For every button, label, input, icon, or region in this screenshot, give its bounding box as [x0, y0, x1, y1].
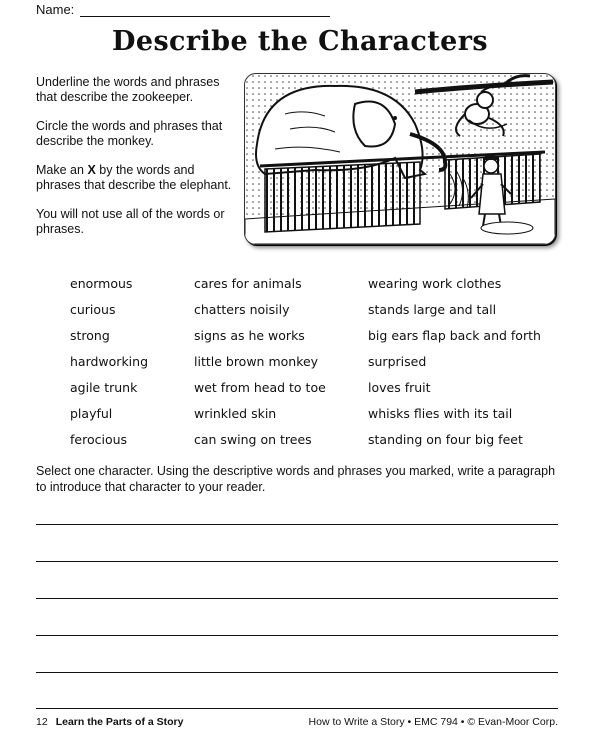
word-item[interactable]: ferocious — [70, 431, 128, 447]
page-title: Describe the Characters — [112, 26, 488, 57]
word-item[interactable]: enormous — [70, 275, 133, 291]
word-item[interactable]: wearing work clothes — [368, 275, 502, 291]
writing-line[interactable] — [36, 672, 558, 673]
instruction-note: You will not use all of the words or phrases. — [36, 207, 225, 236]
word-item[interactable]: cares for animals — [194, 275, 302, 291]
name-label: Name: — [36, 2, 75, 17]
x-mark: X — [87, 163, 96, 177]
word-item[interactable]: chatters noisily — [194, 301, 290, 317]
word-row — [70, 322, 568, 348]
writing-prompt: Select one character. Using the descriptive words and phrases you marked, write a paragraph to introduce that character to your reader. — [36, 464, 556, 494]
page-number: 12 — [36, 716, 48, 728]
writing-line[interactable] — [36, 561, 558, 562]
word-item[interactable]: surprised — [368, 353, 427, 369]
word-item[interactable]: hardworking — [70, 353, 149, 369]
word-item[interactable]: big ears flap back and forth — [368, 327, 541, 343]
footer-left — [36, 716, 183, 728]
word-item[interactable]: wrinkled skin — [194, 405, 277, 421]
writing-line[interactable] — [36, 708, 558, 709]
word-row — [70, 426, 568, 452]
instruction-prefix: Make an — [36, 163, 84, 177]
word-row — [70, 348, 568, 374]
instruction-monkey: Circle the words and phrases that describe the monkey. — [36, 119, 223, 148]
word-item[interactable]: standing on four big feet — [368, 431, 523, 447]
instruction-elephant-text: by the words and phrases that describe the elephant. — [36, 163, 232, 192]
word-row — [70, 400, 568, 426]
word-item[interactable]: whisks flies with its tail — [368, 405, 513, 421]
name-field-row — [36, 2, 330, 17]
word-item[interactable]: curious — [70, 301, 116, 317]
footer-section: Learn the Parts of a Story — [55, 716, 184, 728]
word-bank — [70, 270, 568, 452]
writing-line[interactable] — [36, 635, 558, 636]
word-item[interactable]: agile trunk — [70, 379, 138, 395]
word-item[interactable]: can swing on trees — [194, 431, 312, 447]
word-row — [70, 270, 568, 296]
word-item[interactable]: wet from head to toe — [194, 379, 326, 395]
writing-line[interactable] — [36, 524, 558, 525]
word-item[interactable]: loves fruit — [368, 379, 431, 395]
zoo-scene-drawing — [245, 74, 555, 244]
zoo-illustration — [244, 73, 556, 245]
instruction-elephant — [36, 163, 241, 193]
word-item[interactable]: little brown monkey — [194, 353, 319, 369]
word-row — [70, 374, 568, 400]
word-row — [70, 296, 568, 322]
word-item[interactable]: stands large and tall — [368, 301, 497, 317]
word-item[interactable]: strong — [70, 327, 110, 343]
writing-line[interactable] — [36, 598, 558, 599]
name-write-line[interactable] — [80, 2, 330, 17]
word-item[interactable]: signs as he works — [194, 327, 305, 343]
instructions — [36, 75, 241, 251]
word-item[interactable]: playful — [70, 405, 113, 421]
instruction-zookeeper: Underline the words and phrases that describe the zookeeper. — [36, 75, 220, 104]
footer-credit: How to Write a Story • EMC 794 • © Evan-Moor Corp. — [308, 716, 558, 728]
